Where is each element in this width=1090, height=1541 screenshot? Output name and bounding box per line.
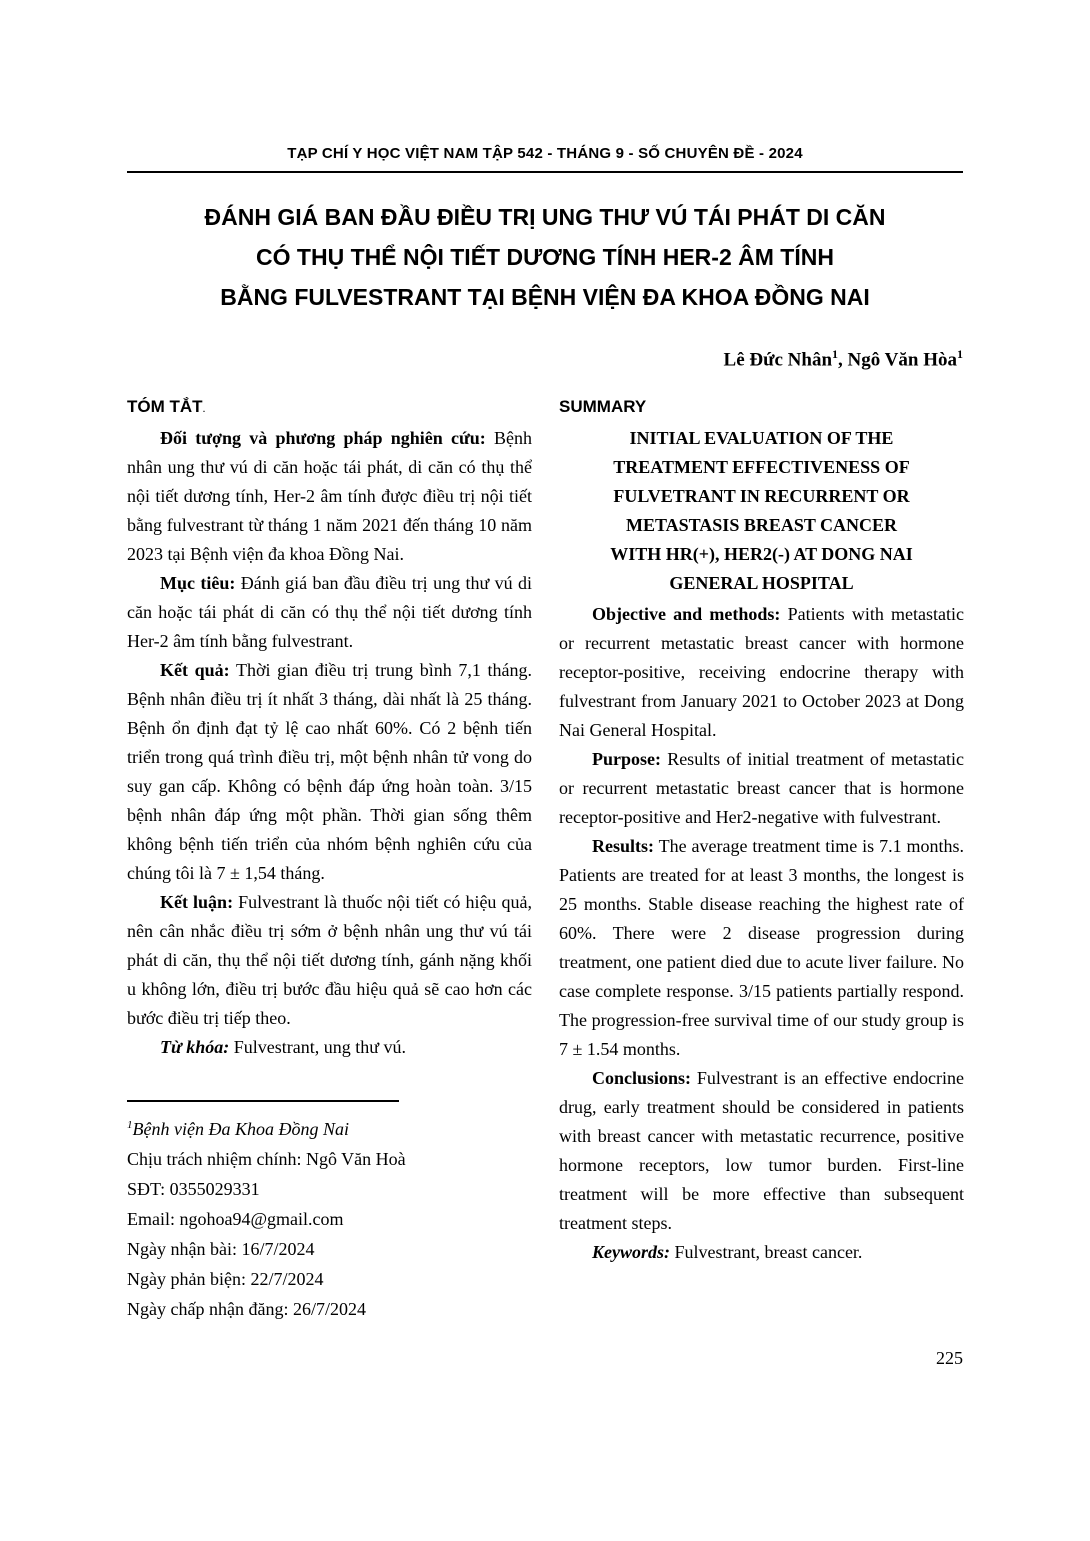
author-name: Lê Đức Nhân bbox=[723, 349, 833, 371]
abstract-heading-text: TÓM TẮT bbox=[127, 397, 203, 417]
footnote bbox=[127, 1100, 532, 1324]
paragraph-text: Đánh giá ban đầu điều trị ung thư vú di căn hoặc tái phát di căn có thụ thể nội tiết dương tính Her-2 âm tính bằng fulvestrant. bbox=[127, 573, 533, 652]
footnote-phone: SĐT: 0355029331 bbox=[127, 1179, 260, 1200]
article-title-line: ĐÁNH GIÁ BAN ĐẦU ĐIỀU TRỊ UNG THƯ VÚ TÁI PHÁT DI CĂN bbox=[204, 204, 886, 230]
keywords-text: Fulvestrant, breast cancer. bbox=[674, 1242, 863, 1263]
abstract-paragraph-results bbox=[127, 656, 532, 888]
abstract-paragraph-conclusion bbox=[127, 888, 532, 1033]
abstract-keywords bbox=[127, 1033, 532, 1062]
paragraph-label: Đối tượng và phương pháp nghiên cứu: bbox=[160, 428, 486, 449]
summary-title-line: GENERAL HOSPITAL bbox=[669, 573, 854, 594]
paragraph-label: Purpose: bbox=[592, 749, 661, 770]
affiliation-marker: 1 bbox=[127, 1119, 133, 1132]
paragraph-label: Mục tiêu: bbox=[160, 573, 236, 594]
summary-column bbox=[559, 397, 964, 1267]
footnote-reviewed-date: Ngày phản biện: 22/7/2024 bbox=[127, 1269, 324, 1290]
affiliation-text: Bệnh viện Đa Khoa Đồng Nai bbox=[132, 1119, 349, 1140]
paragraph-label: Kết luận: bbox=[160, 892, 234, 913]
article-title-line: BẰNG FULVESTRANT TẠI BỆNH VIỆN ĐA KHOA ĐỒNG NAI bbox=[220, 284, 870, 310]
summary-title-line: WITH HR(+), HER2(-) AT DONG NAI bbox=[610, 544, 913, 565]
abstract-heading bbox=[127, 397, 532, 417]
paragraph-text: Fulvestrant là thuốc nội tiết có hiệu quả, nên cân nhắc điều trị sớm ở bệnh nhân ung thư vú tái phát di căn, thụ thể nội tiết dương tính, gánh nặng khối u không lớn, điều trị bước đầu hiệu quả sẽ cao hơn các bước điều trị tiếp theo. bbox=[127, 892, 532, 1029]
summary-title-line: METASTASIS BREAST CANCER bbox=[625, 515, 898, 536]
authors-line bbox=[127, 347, 963, 371]
summary-title-line: TREATMENT EFFECTIVENESS OF bbox=[613, 457, 910, 478]
article-title bbox=[127, 197, 963, 317]
author-affiliation-ref: 1 bbox=[957, 347, 963, 361]
paragraph-text: Patients with metastatic or recurrent metastatic breast cancer with hormone receptor-positive, receiving endocrine therapy with fulvestrant from January 2021 to October 2023 at Dong Nai General Hospital. bbox=[559, 604, 965, 741]
footnote-accepted-date: Ngày chấp nhận đăng: 26/7/2024 bbox=[127, 1299, 366, 1320]
abstract-column bbox=[127, 397, 532, 1324]
paragraph-text: Fulvestrant is an effective endocrine drug, early treatment should be considered in patients with breast cancer with metastatic recurrence, positive hormone receptors, low tumor burden. First-line treatment will be more effective than subsequent treatment steps. bbox=[559, 1068, 965, 1234]
two-column-body bbox=[127, 397, 963, 1324]
author-separator: , bbox=[838, 349, 848, 371]
keywords-text: Fulvestrant, ung thư vú. bbox=[233, 1037, 407, 1058]
article-title-line: CÓ THỤ THỂ NỘI TIẾT DƯƠNG TÍNH HER-2 ÂM TÍNH bbox=[256, 244, 834, 270]
footnote-affiliation bbox=[127, 1110, 532, 1144]
journal-header bbox=[127, 145, 963, 173]
paragraph-label: Kết quả: bbox=[160, 660, 230, 681]
paragraph-text: The average treatment time is 7.1 months. Patients are treated for at least 3 months, the longest is 25 months. Stable disease reaching the highest rate of 60%. There were 2 disease progression during treatment, one patient died due to acute liver failure. No case complete response. 3/15 patients partially respond. The progression-free survival time of our study group is 7 ± 1.54 months. bbox=[559, 836, 964, 1060]
summary-title-line: INITIAL EVALUATION OF THE bbox=[629, 428, 894, 449]
page-number: 225 bbox=[936, 1348, 963, 1368]
footnote-divider bbox=[127, 1100, 399, 1102]
summary-title-line: FULVETRANT IN RECURRENT OR bbox=[613, 486, 910, 507]
paragraph-label: Conclusions: bbox=[592, 1068, 692, 1089]
paragraph-label: Objective and methods: bbox=[592, 604, 781, 625]
summary-paragraph-conclusions bbox=[559, 1064, 964, 1238]
summary-paragraph-purpose bbox=[559, 745, 964, 832]
footnote-received-date: Ngày nhận bài: 16/7/2024 bbox=[127, 1239, 315, 1260]
summary-english-title bbox=[559, 424, 964, 598]
author-name: Ngô Văn Hòa bbox=[847, 349, 957, 371]
footnote-email: Email: ngohoa94@gmail.com bbox=[127, 1209, 344, 1230]
summary-keywords bbox=[559, 1238, 964, 1267]
paragraph-label: Results: bbox=[592, 836, 654, 857]
paragraph-text: Results of initial treatment of metastatic or recurrent metastatic breast cancer that is hormone receptor-positive and Her2-negative with fulvestrant. bbox=[559, 749, 965, 828]
summary-paragraph-results bbox=[559, 832, 964, 1064]
summary-heading: SUMMARY bbox=[559, 397, 647, 417]
abstract-paragraph-objective bbox=[127, 569, 532, 656]
abstract-heading-dot: . bbox=[202, 401, 206, 416]
footnote-corresponding-author: Chịu trách nhiệm chính: Ngô Văn Hoà bbox=[127, 1149, 406, 1170]
keywords-label: Keywords: bbox=[592, 1242, 670, 1263]
abstract-paragraph-methods bbox=[127, 424, 532, 569]
paragraph-text: Bệnh nhân ung thư vú di căn hoặc tái phát, di căn có thụ thể nội tiết dương tính, Her-2 âm tính được điều trị nội tiết bằng fulvestrant từ tháng 1 năm 2021 đến tháng 10 năm 2023 tại Bệnh viện đa khoa Đồng Nai. bbox=[127, 428, 532, 565]
paragraph-text: Thời gian điều trị trung bình 7,1 tháng. Bệnh nhân điều trị ít nhất 3 tháng, dài nhất là 25 tháng. Bệnh ổn định đạt tỷ lệ cao nhất 60%. Có 2 bệnh tiến triển trong quá trình điều trị, một bệnh nhân tử vong do suy gan cấp. Không có bệnh đáp ứng hoàn toàn. 3/15 bệnh nhân đáp ứng một phần. Thời gian sống thêm không bệnh tiến triển của nhóm bệnh nghiên cứu của chúng tôi là 7 ± 1,54 tháng. bbox=[127, 660, 532, 884]
author-affiliation-ref: 1 bbox=[832, 347, 839, 361]
summary-paragraph-methods bbox=[559, 600, 964, 745]
keywords-label: Từ khóa: bbox=[160, 1037, 230, 1058]
journal-header-text: TẠP CHÍ Y HỌC VIỆT NAM TẬP 542 - THÁNG 9 - SỐ CHUYÊN ĐỀ - 2024 bbox=[287, 145, 803, 162]
